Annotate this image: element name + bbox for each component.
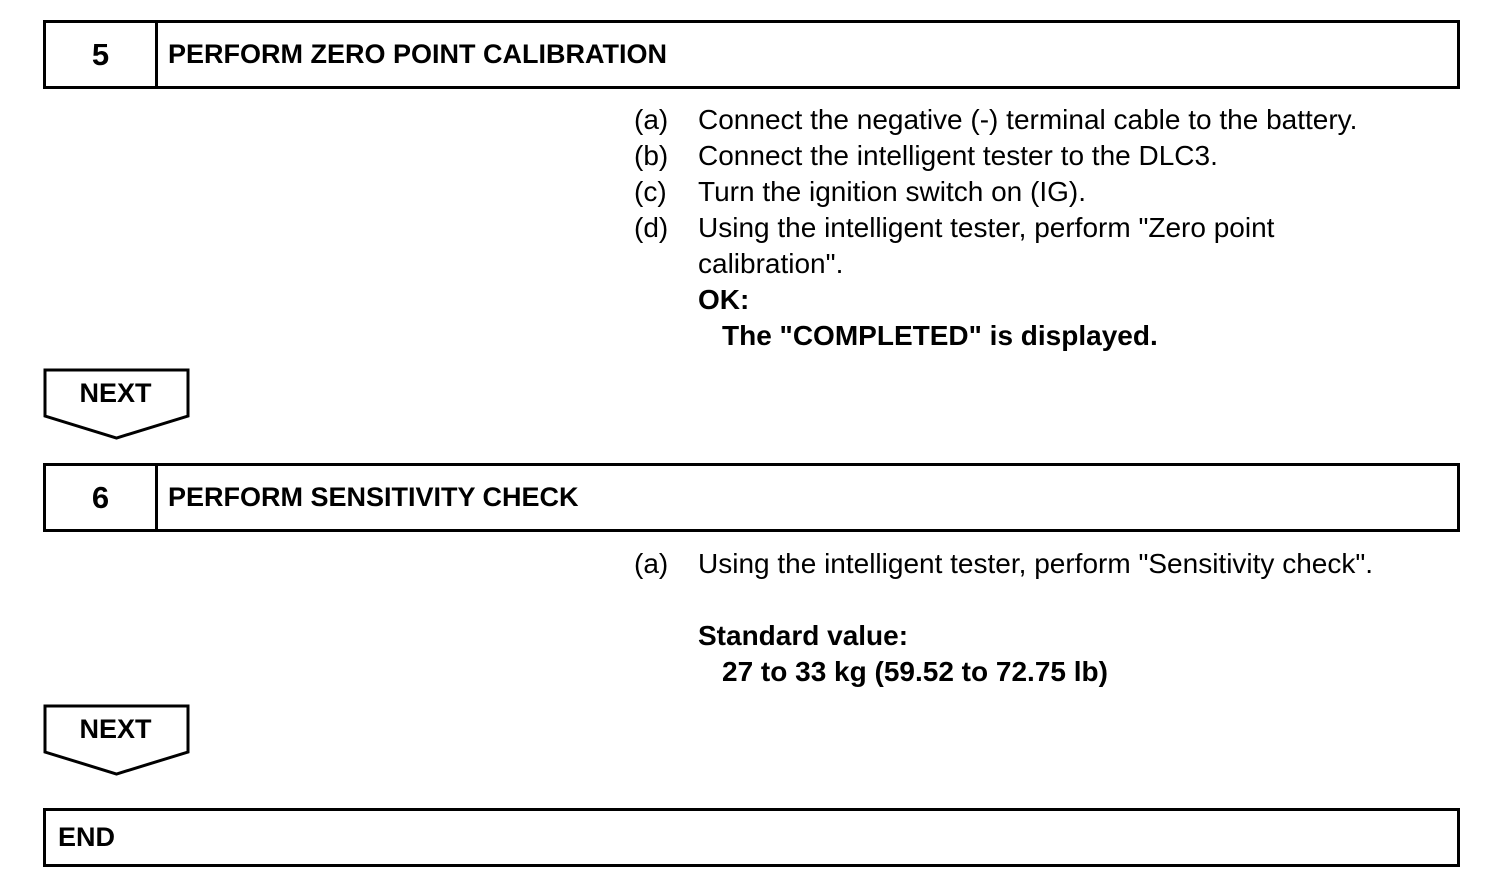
instruction-text: Using the intelligent tester, perform "Sensitivity check". [698, 548, 1374, 579]
instruction-label: (a) [634, 104, 669, 135]
instruction-label: (d) [634, 212, 669, 243]
step-6-number: 6 [46, 466, 158, 529]
step-6-header [43, 463, 1460, 532]
next-arrow-2 [43, 704, 190, 778]
instruction-label: (c) [634, 176, 667, 207]
instruction-text-continued: calibration". [698, 248, 844, 279]
step-5-number: 5 [46, 23, 158, 86]
instruction-item [634, 138, 1357, 174]
step-5-title: PERFORM ZERO POINT CALIBRATION [168, 39, 667, 69]
result-label: Standard value: [698, 620, 909, 651]
instruction-text: Connect the negative (-) terminal cable to the battery. [698, 104, 1358, 135]
step-6-instructions [634, 546, 1373, 690]
step-5-header [43, 20, 1460, 89]
instruction-text: Connect the intelligent tester to the DLC3. [698, 140, 1218, 171]
step-6-title: PERFORM SENSITIVITY CHECK [168, 482, 579, 512]
instruction-text: Using the intelligent tester, perform "Zero point [698, 212, 1275, 243]
instruction-text: Turn the ignition switch on (IG). [698, 176, 1087, 207]
result-value: The "COMPLETED" is displayed. [722, 320, 1158, 351]
instruction-label: (b) [634, 140, 669, 171]
instruction-item [634, 210, 1357, 246]
step-5-instructions [634, 102, 1357, 354]
instruction-item [634, 546, 1373, 582]
end-box: END [43, 808, 1460, 867]
instruction-item [634, 102, 1357, 138]
instruction-continuation [634, 246, 1357, 282]
next-label: NEXT [79, 378, 152, 408]
next-label: NEXT [79, 714, 152, 744]
next-arrow-1 [43, 368, 190, 442]
instruction-item [634, 174, 1357, 210]
result-label: OK: [698, 284, 750, 315]
result-value: 27 to 33 kg (59.52 to 72.75 lb) [722, 656, 1108, 687]
instruction-label: (a) [634, 548, 669, 579]
